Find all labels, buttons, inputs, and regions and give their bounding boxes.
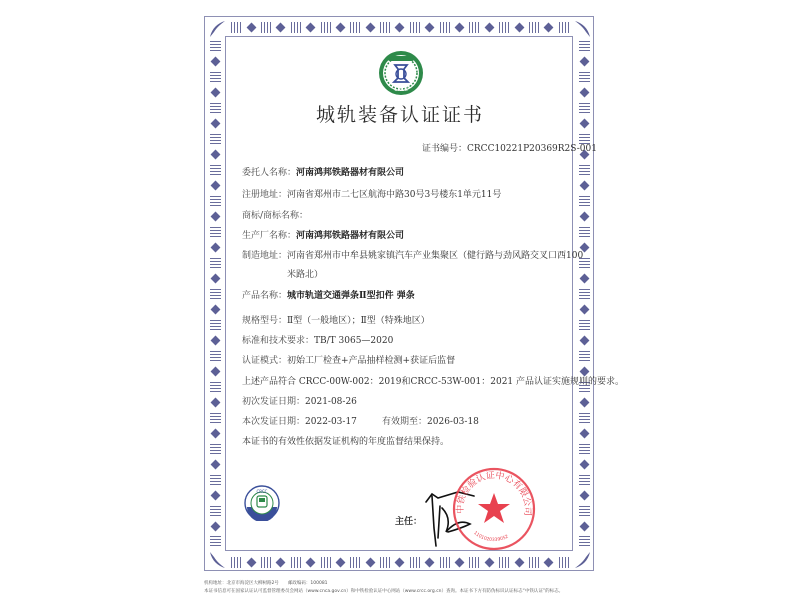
- field-manufacturer-name: 生产厂名称：河南鸿邦铁路器材有限公司: [242, 231, 405, 241]
- field-client-name: 委托人名称：河南鸿邦铁路器材有限公司: [242, 168, 405, 178]
- field-model: 规格型号：Ⅱ型（一般地区）；Ⅱ型（特殊地区）: [242, 316, 430, 326]
- footer-address: 机构地址：北京市海淀区大柳树路2号 邮政编码：100081: [204, 581, 328, 586]
- decorative-border-bottom: [228, 552, 572, 572]
- corner-flourish-icon: [208, 20, 226, 38]
- certificate-number: [422, 141, 597, 154]
- svg-text:中铁检验认证中心有限公司: 中铁检验认证中心有限公司: [455, 470, 533, 517]
- field-compliance-statement: 上述产品符合 CRCC-00W-002：2019和CRCC-53W-001：2021 产品认证实施规则的要求。: [242, 377, 625, 387]
- field-certification-mode: 认证模式：初始工厂检查+产品抽样检测+获证后监督: [242, 356, 456, 366]
- field-first-issue-date: 初次发证日期：2021-08-26: [242, 397, 357, 407]
- certificate-title: 城轨装备认证证书: [315, 104, 484, 126]
- svg-text:1101020339052: 1101020339052: [472, 530, 510, 544]
- field-valid-until: 有效期至：2026-03-18: [382, 417, 479, 427]
- crcc-logo-icon: [378, 50, 424, 96]
- field-manufacturing-address: 制造地址：河南省郑州市中牟县姚家镇汽车产业集聚区（健行路与劲风路交叉口西100: [242, 251, 584, 261]
- corner-flourish-icon: [208, 551, 226, 569]
- crcc-small-logo-icon: [244, 485, 280, 521]
- decorative-border-top: [228, 17, 572, 37]
- field-registered-address: 注册地址：河南省郑州市二七区航海中路30号3号楼东1单元11号: [242, 190, 502, 200]
- certificate-number-label: 证书编号：: [422, 144, 468, 154]
- corner-flourish-icon: [574, 551, 592, 569]
- footer-verification-note: 本证书信息可在国家认证认可监督管理委员会网站（www.cnca.gov.cn）和中铁检验认证中心网站（www.crcc.org.cn）查询。本证书下方有防伪标识认证标志“中铁认证”的标志。: [204, 589, 564, 594]
- official-seal-icon: [452, 467, 536, 551]
- field-standard: 标准和技术要求：TB/T 3065—2020: [242, 336, 394, 346]
- field-manufacturing-address-cont: 米路北）: [287, 270, 324, 280]
- field-trademark: 商标/商标名称：: [242, 211, 309, 221]
- field-product-name: 产品名称：城市轨道交通弹条Ⅱ型扣件 弹条: [242, 291, 415, 301]
- signature-label: 主任：: [395, 517, 423, 527]
- svg-text:CRCC: CRCC: [256, 489, 268, 494]
- svg-text:CRCC: CRCC: [394, 87, 408, 93]
- corner-flourish-icon: [574, 20, 592, 38]
- certificate-number-value: CRCC10221P20369R2S-001: [467, 144, 597, 154]
- field-current-issue-date: 本次发证日期：2022-03-17: [242, 417, 357, 427]
- field-validity-note: 本证书的有效性依据发证机构的年度监督结果保持。: [242, 437, 450, 447]
